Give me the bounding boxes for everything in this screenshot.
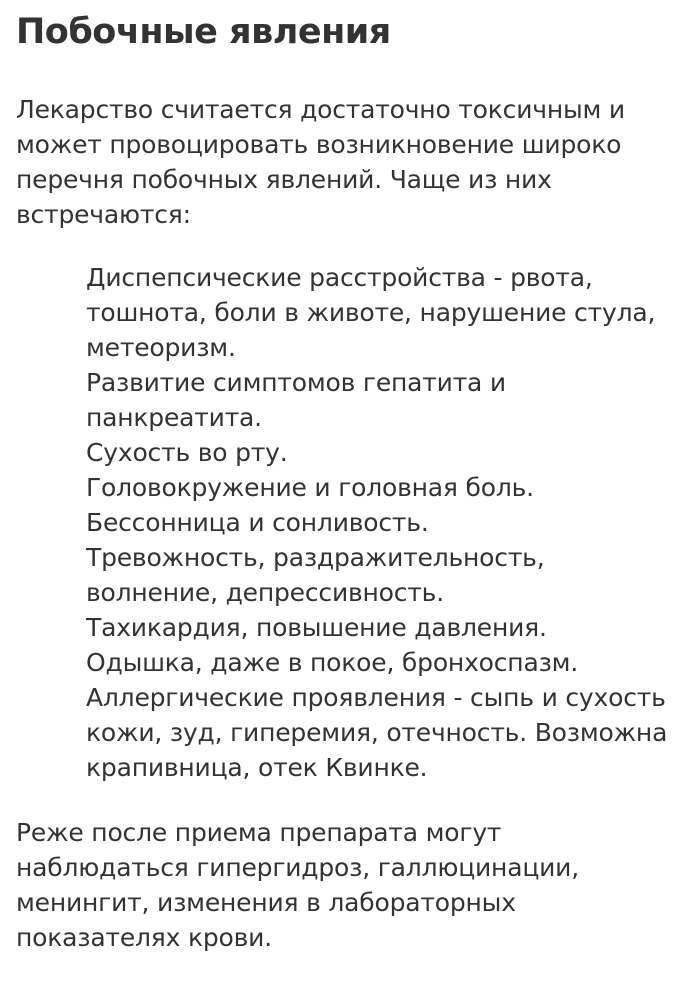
list-item: Сухость во рту.	[86, 438, 288, 467]
list-item: Аллергические проявления - сыпь и сухость кожи, зуд, гиперемия, отечность. Возможна крапивница, отек Квинке.	[86, 683, 668, 782]
list-item: Развитие симптомов гепатита и панкреатита.	[86, 368, 506, 432]
list-item: Головокружение и головная боль.	[86, 473, 534, 502]
list-item: Одышка, даже в покое, бронхоспазм.	[86, 648, 579, 677]
side-effects-list	[16, 260, 672, 785]
article	[16, 10, 672, 955]
list-item: Тахикардия, повышение давления.	[86, 613, 547, 642]
list-item: Бессонница и сонливость.	[86, 508, 429, 537]
list-item: Диспепсические расстройства - рвота, тошнота, боли в животе, нарушение стула, метеоризм.	[86, 263, 656, 362]
intro-paragraph: Лекарство считается достаточно токсичным и может провоцировать возникновение широко перечня побочных явлений. Чаще из них встречаются:	[16, 95, 625, 229]
article-title: Побочные явления	[16, 12, 391, 52]
outro-paragraph: Реже после приема препарата могут наблюдаться гипергидроз, галлюцинации, менингит, изменения в лабораторных показателях крови.	[16, 818, 579, 952]
list-item: Тревожность, раздражительность, волнение, депрессивность.	[86, 543, 545, 607]
